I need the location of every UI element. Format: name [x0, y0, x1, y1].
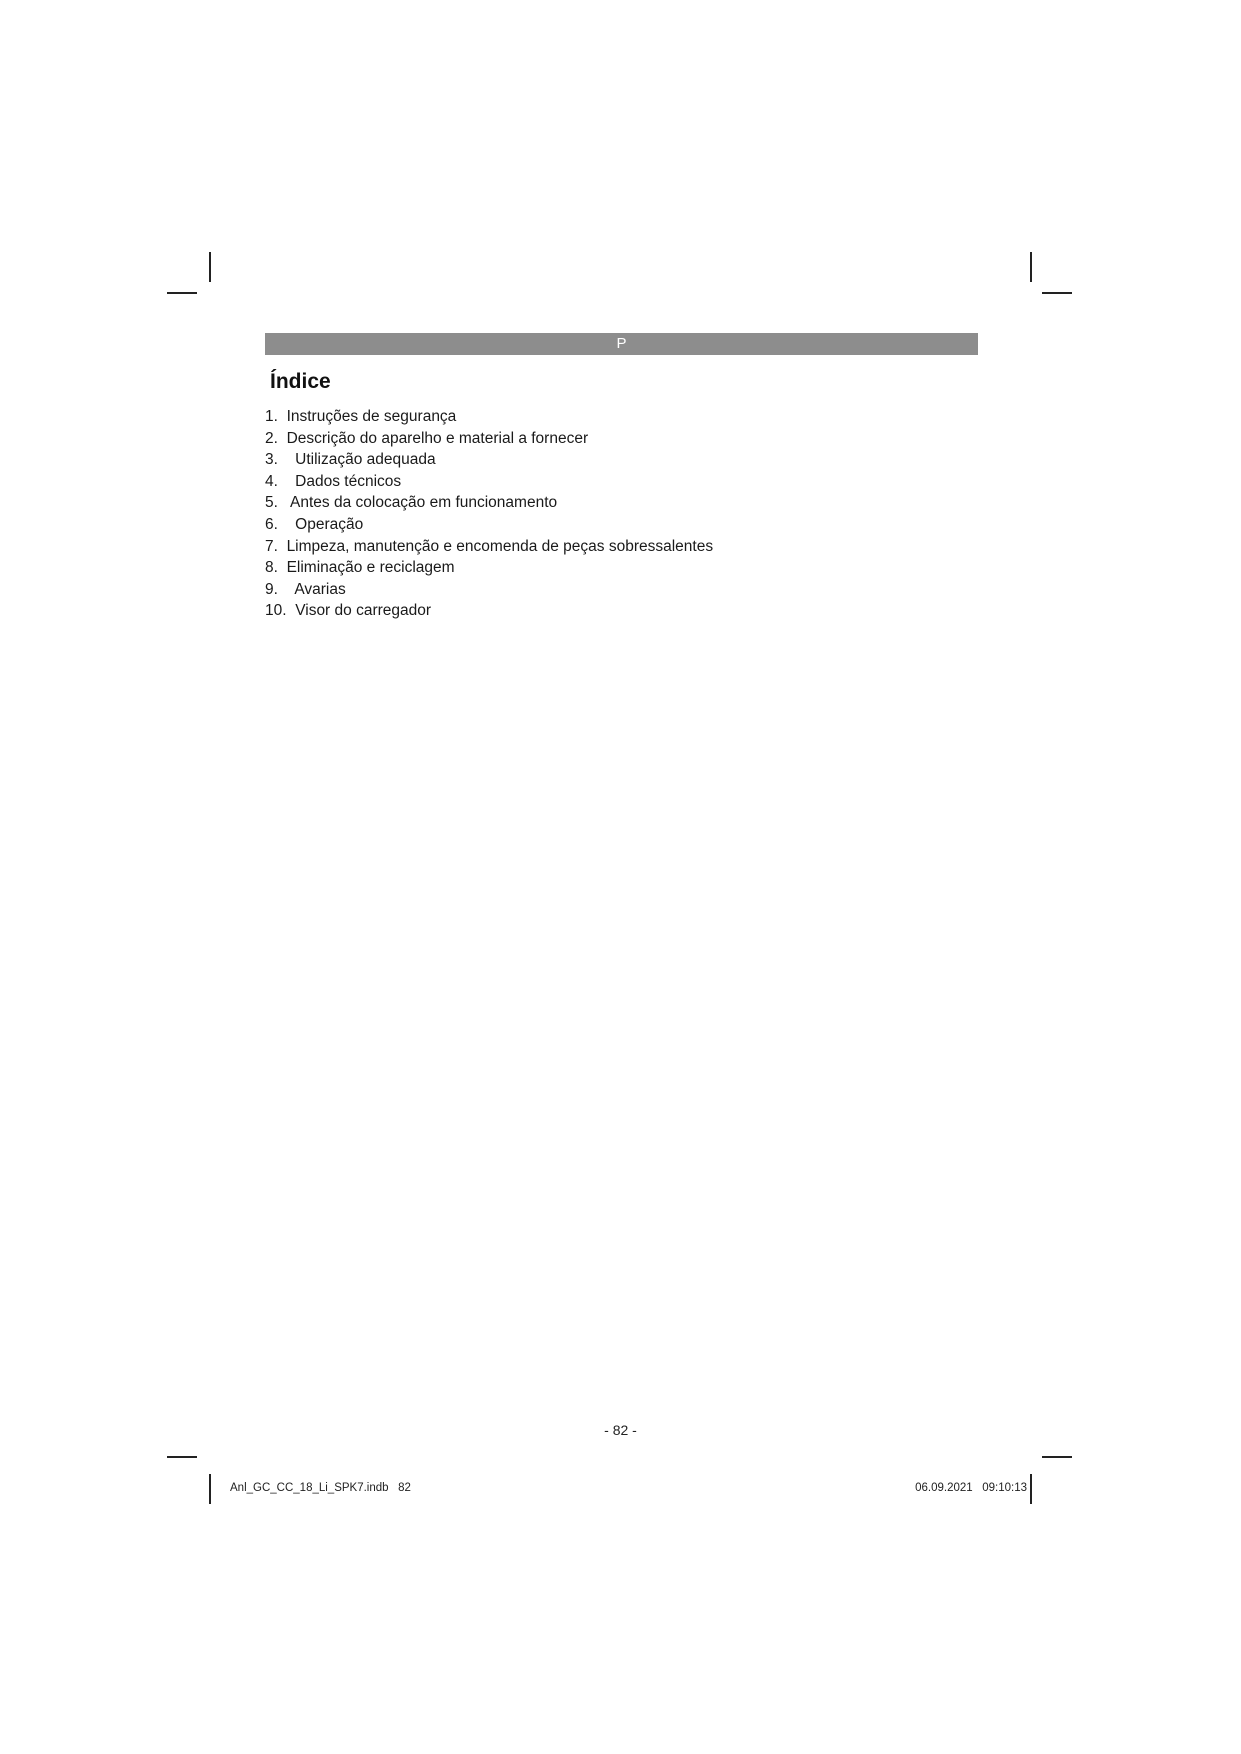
toc-item [265, 428, 713, 450]
crop-mark-bottom-right-vertical [1030, 1474, 1032, 1504]
toc-item [265, 600, 713, 622]
toc-item [265, 579, 713, 601]
language-tab-label: P [616, 335, 627, 352]
toc-item-label: Utilização adequada [295, 451, 436, 469]
toc-item [265, 514, 713, 536]
table-of-contents [265, 406, 713, 622]
crop-mark-top-left-vertical [209, 252, 211, 282]
crop-mark-bottom-left-vertical [209, 1474, 211, 1504]
language-header-bar [265, 333, 978, 355]
toc-item-number: 3. [265, 451, 278, 469]
toc-item-label: Limpeza, manutenção e encomenda de peças sobressalentes [286, 537, 714, 555]
toc-item-number: 5. [265, 494, 278, 512]
toc-item-label: Avarias [294, 580, 346, 598]
toc-item-number: 9. [265, 580, 278, 598]
toc-item-label: Visor do carregador [295, 602, 432, 620]
toc-item-number: 6. [265, 515, 278, 533]
toc-item [265, 406, 713, 428]
crop-mark-bottom-left-horizontal [167, 1456, 197, 1458]
toc-item [265, 449, 713, 471]
toc-item [265, 492, 713, 514]
toc-item [265, 536, 713, 558]
page-title: Índice [270, 370, 331, 393]
page-number: - 82 - [604, 1422, 637, 1438]
toc-item-label: Dados técnicos [295, 472, 402, 490]
toc-item-number: 4. [265, 472, 278, 490]
toc-item-label: Instruções de segurança [286, 408, 457, 425]
crop-mark-top-left-horizontal [167, 292, 197, 294]
toc-item-number: 7. [265, 537, 278, 555]
toc-item-number: 2. [265, 429, 278, 447]
toc-item-number: 10. [265, 602, 287, 620]
toc-item [265, 557, 713, 579]
crop-mark-bottom-right-horizontal [1042, 1456, 1072, 1458]
toc-item [265, 471, 713, 493]
crop-mark-top-right-vertical [1030, 252, 1032, 282]
toc-item-label: Antes da colocação em funcionamento [290, 494, 558, 512]
toc-item-label: Operação [295, 515, 364, 533]
toc-item-number: 8. [265, 559, 278, 577]
toc-item-number: 1. [265, 408, 278, 425]
print-slug-filename: Anl_GC_CC_18_Li_SPK7.indb 82 [230, 1482, 411, 1494]
toc-item-label: Descrição do aparelho e material a fornecer [286, 429, 589, 447]
crop-mark-top-right-horizontal [1042, 292, 1072, 294]
print-slug-timestamp: 06.09.2021 09:10:13 [915, 1482, 1027, 1494]
toc-item-label: Eliminação e reciclagem [286, 559, 455, 577]
